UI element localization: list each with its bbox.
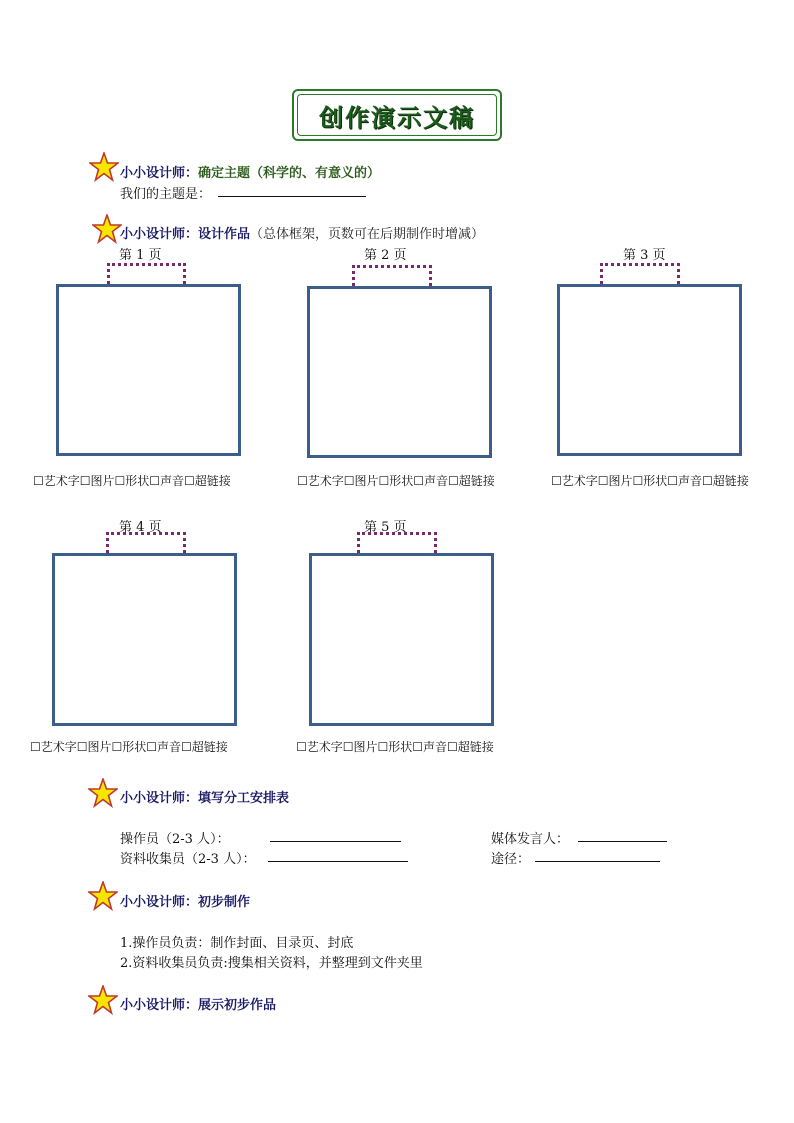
collector-input-line[interactable]: [268, 849, 408, 862]
element-options[interactable]: ☐艺术字☐图片☐形状☐声音☐超链接: [551, 474, 749, 488]
star-icon: [88, 985, 118, 1015]
star-icon: [92, 214, 122, 244]
page-tab: [357, 532, 437, 553]
element-options[interactable]: ☐艺术字☐图片☐形状☐声音☐超链接: [297, 474, 495, 488]
element-options[interactable]: ☐艺术字☐图片☐形状☐声音☐超链接: [30, 740, 228, 754]
page-label: 第 1 页: [119, 248, 162, 263]
page-label: 第 2 页: [364, 248, 407, 263]
element-options[interactable]: ☐艺术字☐图片☐形状☐声音☐超链接: [33, 474, 231, 488]
section-4-heading: [120, 891, 250, 910]
star-icon: [88, 778, 118, 808]
page-frame[interactable]: [56, 284, 241, 456]
route-label: 途径：: [491, 852, 531, 867]
section-lead: 小小设计师：: [120, 895, 199, 910]
operator-label: 操作员（2-3 人）：: [120, 832, 230, 847]
section-lead: 小小设计师：: [120, 791, 199, 806]
section-lead: 小小设计师：: [120, 998, 199, 1013]
section-5-title: 展示初步作品: [198, 998, 277, 1013]
section-2-note: （总体框架，页数可在后期制作时增减）: [250, 227, 485, 242]
section-2-heading: [120, 223, 484, 242]
operator-input-line[interactable]: [270, 829, 401, 842]
speaker-input-line[interactable]: [578, 829, 667, 842]
collector-label: 资料收集员（2-3 人）：: [120, 852, 256, 867]
step-item: 2.资料收集员负责:搜集相关资料，并整理到文件夹里: [120, 956, 423, 971]
element-options[interactable]: ☐艺术字☐图片☐形状☐声音☐超链接: [296, 740, 494, 754]
page-label: 第 4 页: [119, 520, 162, 535]
route-input-line[interactable]: [535, 849, 660, 862]
section-1-heading: [120, 162, 380, 181]
section-3-title: 填写分工安排表: [198, 791, 290, 806]
page-tab: [352, 265, 432, 286]
section-1-title: 确定主题（科学的、有意义的）: [198, 166, 381, 181]
section-4-title: 初步制作: [198, 895, 251, 910]
page-frame[interactable]: [307, 286, 492, 458]
theme-input-line[interactable]: [218, 184, 366, 197]
step-item: 1.操作员负责：制作封面、目录页、封底: [120, 936, 354, 951]
page-tab: [107, 263, 186, 284]
star-icon: [89, 152, 119, 182]
page-frame[interactable]: [557, 284, 742, 456]
title-box: [292, 89, 502, 141]
page-frame[interactable]: [309, 553, 494, 726]
page-tab: [600, 263, 680, 284]
page-label: 第 3 页: [623, 248, 666, 263]
speaker-label: 媒体发言人：: [491, 832, 570, 847]
theme-label: 我们的主题是：: [120, 187, 212, 202]
page-frame[interactable]: [52, 553, 237, 726]
star-icon: [88, 881, 118, 911]
page-label: 第 5 页: [364, 520, 407, 535]
title-inner-frame: [297, 94, 497, 136]
section-3-heading: [120, 787, 289, 806]
section-5-heading: [120, 994, 276, 1013]
section-lead: 小小设计师：: [120, 166, 199, 181]
section-lead: 小小设计师：: [120, 227, 199, 242]
section-2-title: 设计作品: [198, 227, 251, 242]
page-title: 创作演示文稿: [319, 103, 475, 132]
page-tab: [106, 532, 186, 553]
